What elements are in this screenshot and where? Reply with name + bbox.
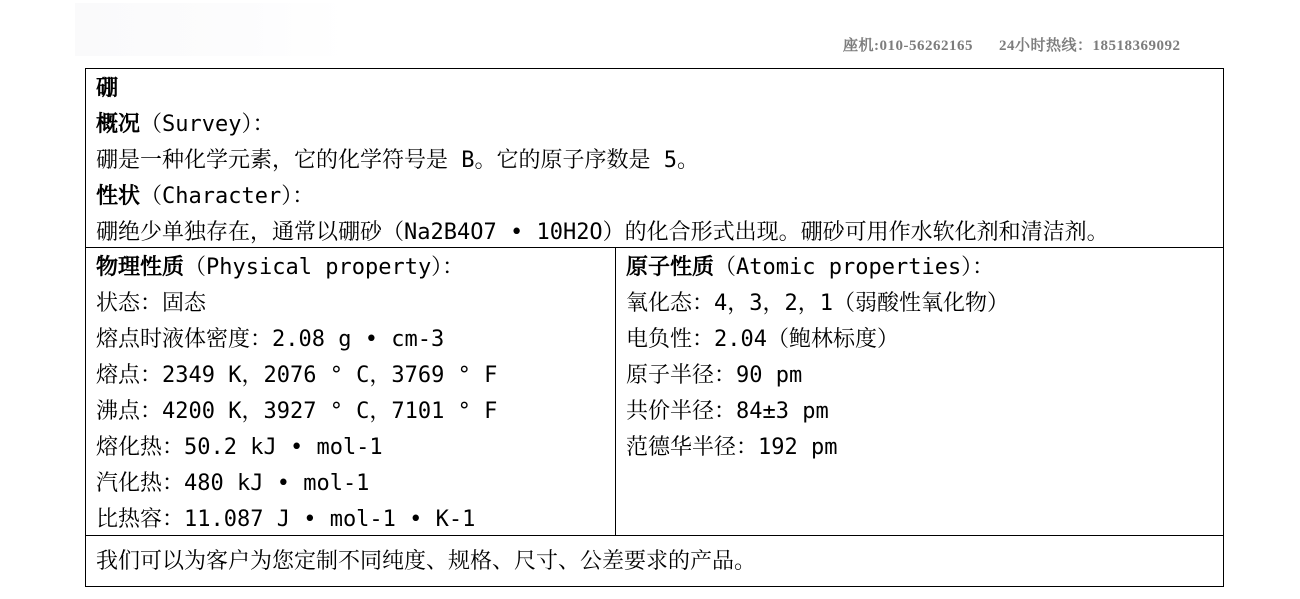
character-text: 硼绝少单独存在，通常以硼砂（Na2B4O7 • 10H2O）的化合形式出现。硼砂可用作水软化剂和清洁剂。 [96,220,1109,245]
custom-order-section [86,535,1223,586]
logo-watermark [75,3,347,56]
physical-row: 状态：固态 [96,291,207,316]
physical-heading [96,250,605,286]
survey-heading-zh: 概况 [96,112,141,137]
physical-row: 熔点：2349 K，2076 ° C，3769 ° F [96,363,498,388]
physical-row: 比热容：11.087 J • mol-1 • K-1 [96,507,476,532]
atomic-heading-en: （Atomic properties）： [714,255,995,280]
product-data-sheet [85,68,1224,587]
atomic-heading-zh: 原子性质 [626,255,715,280]
physical-row: 汽化热：480 kJ • mol-1 [96,471,370,496]
physical-heading-en: （Physical property）： [184,255,465,280]
page-title: 硼 [96,76,119,101]
overview-section [86,69,1223,247]
atomic-heading [626,250,1213,286]
hotline-number: 24小时热线：18518369092 [999,38,1181,54]
physical-heading-zh: 物理性质 [96,255,185,280]
custom-order-text: 我们可以为客户为您定制不同纯度、规格、尺寸、公差要求的产品。 [96,549,757,574]
atomic-row: 范德华半径：192 pm [626,435,838,460]
survey-heading-en: （Survey）： [140,112,275,137]
atomic-properties-cell [616,248,1223,535]
atomic-row: 氧化态：4，3，2，1（弱酸性氧化物） [626,291,1009,316]
character-heading-en: （Character）： [140,184,315,209]
landline-number: 座机:010-56262165 [843,38,973,54]
survey-heading [96,107,1213,143]
physical-row: 熔化热：50.2 kJ • mol-1 [96,435,383,460]
physical-row: 沸点：4200 K，3927 ° C，7101 ° F [96,399,498,424]
contact-bar [843,34,1181,55]
physical-properties-cell [86,248,616,535]
properties-section [86,247,1223,535]
physical-row: 熔点时液体密度：2.08 g • cm-3 [96,327,445,352]
atomic-row: 共价半径：84±3 pm [626,399,829,424]
atomic-row: 原子半径：90 pm [626,363,803,388]
character-heading [96,179,1213,215]
survey-text: 硼是一种化学元素，它的化学符号是 B。它的原子序数是 5。 [96,148,699,173]
atomic-row: 电负性：2.04（鲍林标度） [626,327,899,352]
character-heading-zh: 性状 [96,184,141,209]
